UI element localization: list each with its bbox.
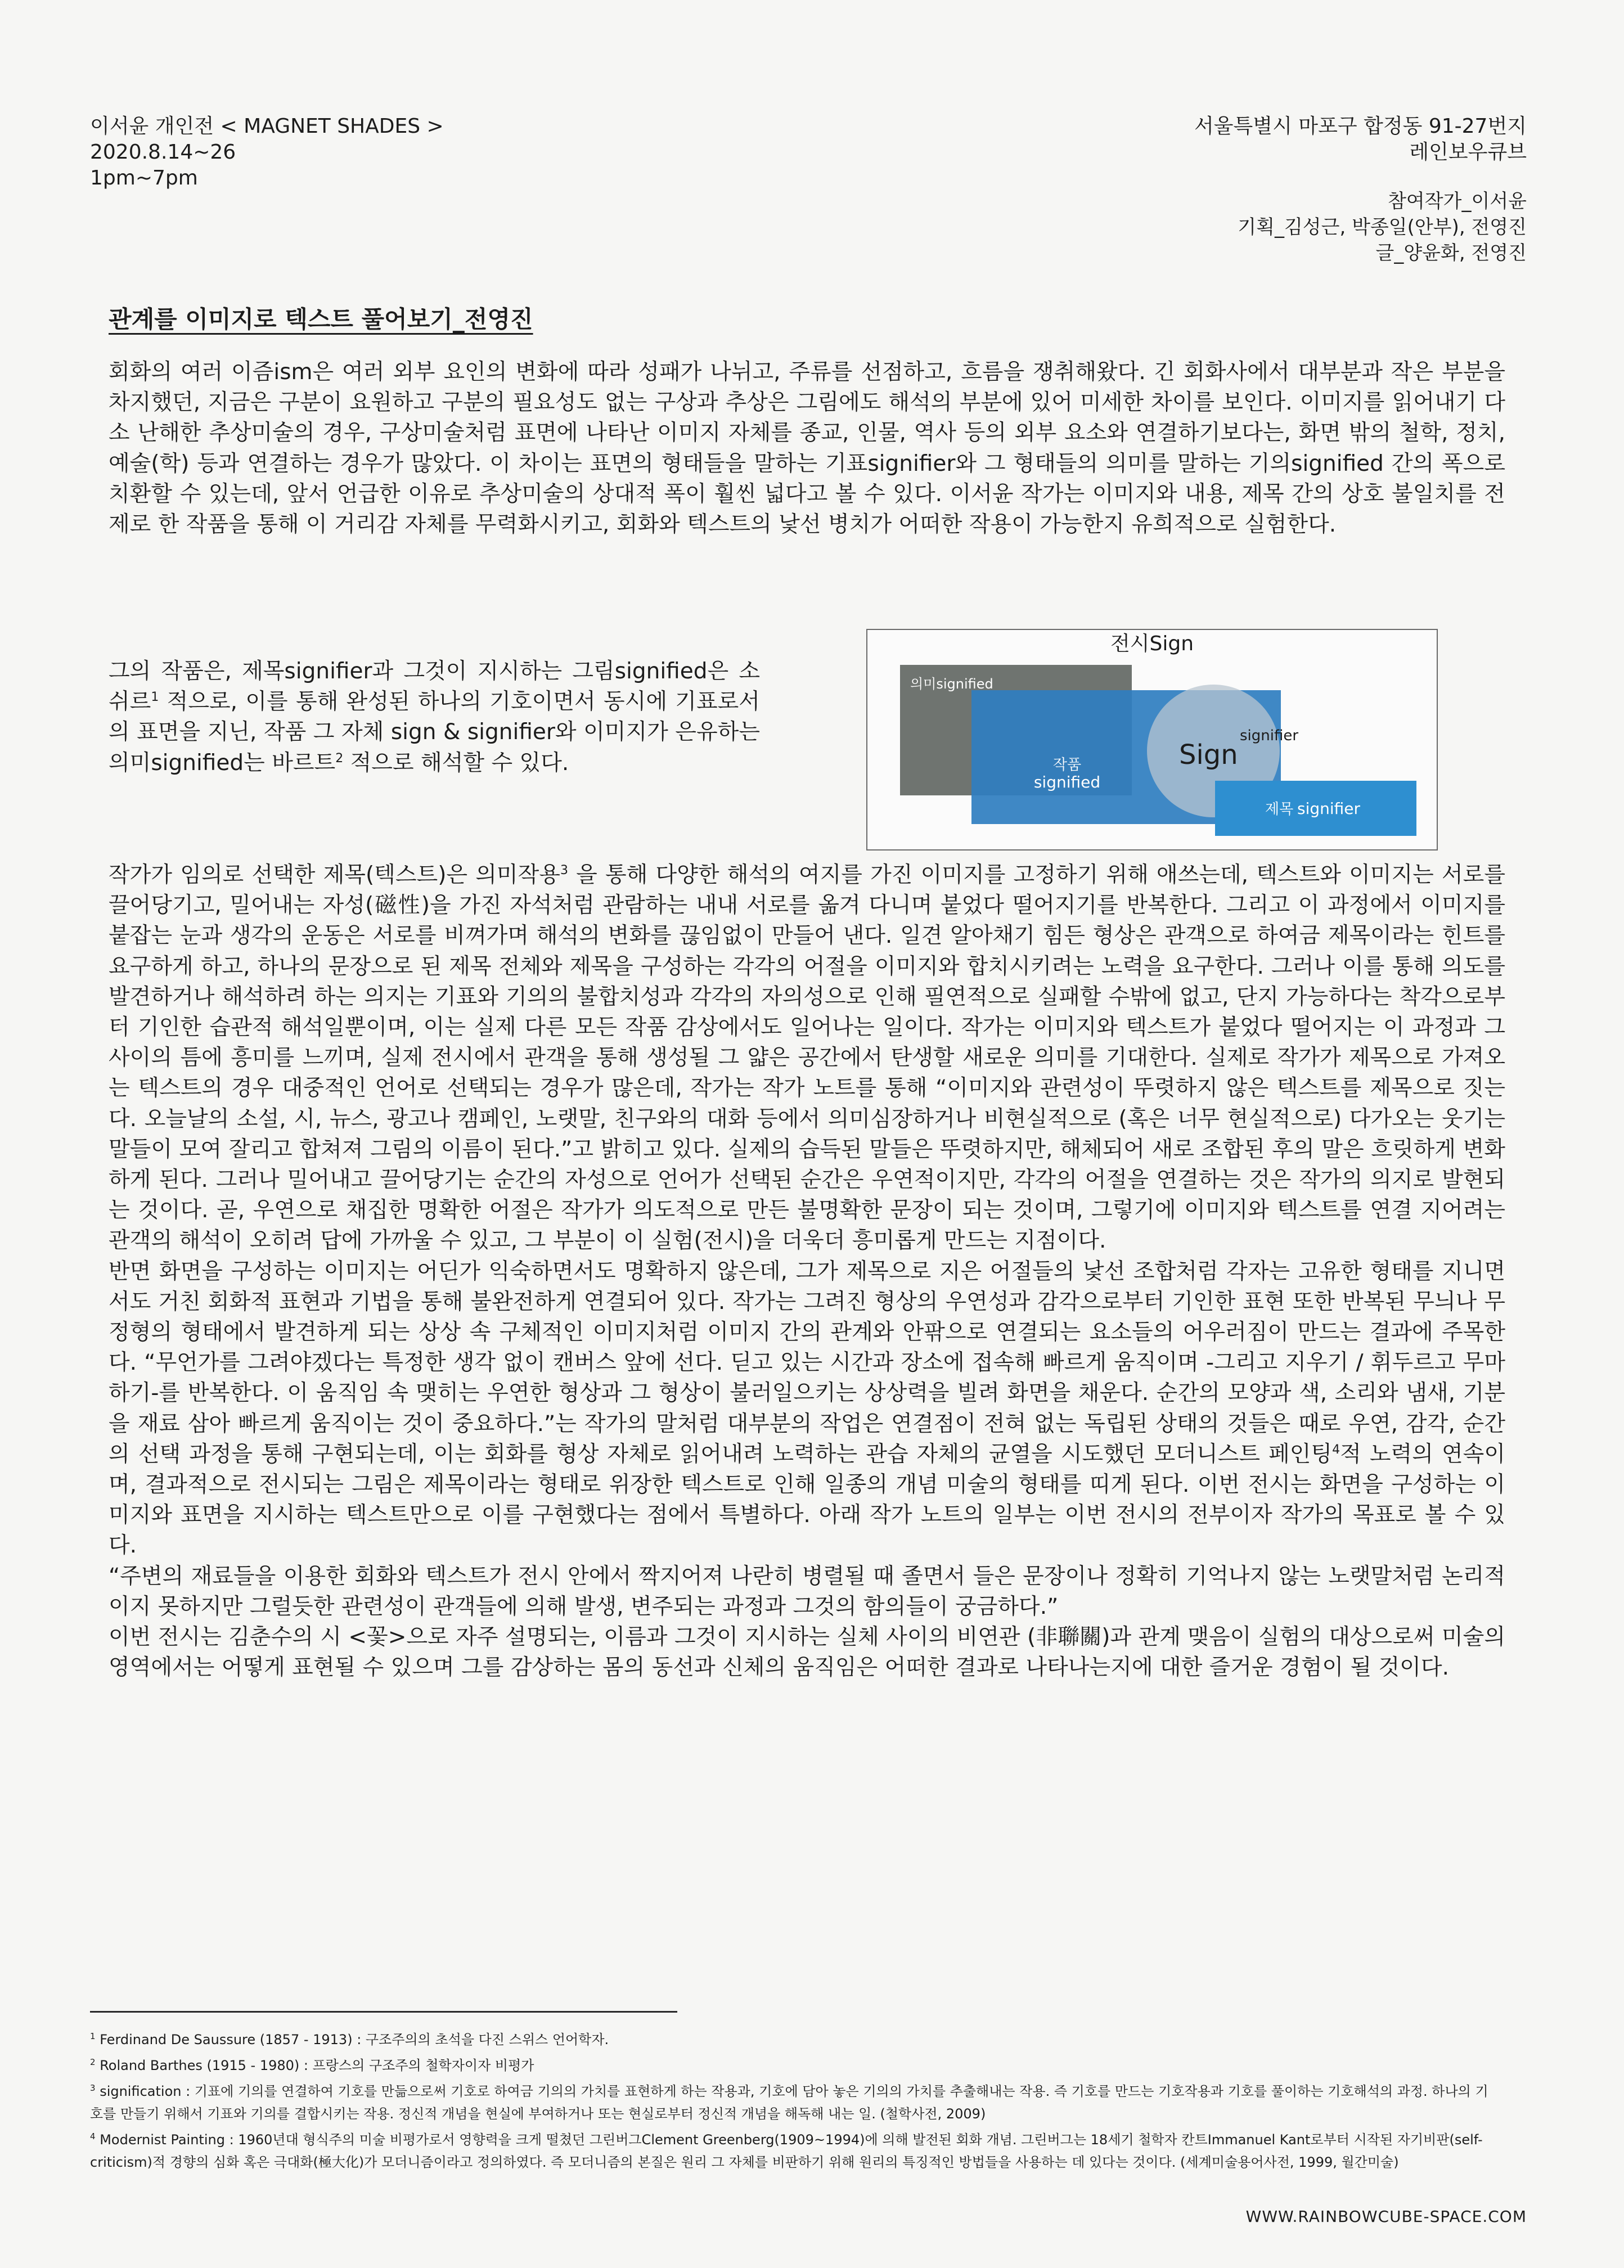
footnote-text: signification : 기표에 기의를 연결하여 기호를 만듦으로써 기호로 하여금 기의의 가치를 표현하게 하는 작용과, 기호에 담아 놓은 기의의 가치를 추출해내는 작용. 즉 기호를 만드는 기호작용과 기호를 풀이하는 기호해석의 과정. 하나의 기호를 만들기 위해서 기표와 기의를 결합시키는 작용. 정신적 개념을 현실에 부여하거나 또는 현실로부터 정신적 개념을 해독해 내는 일. (철학사전, 2009) [90, 2084, 1488, 2122]
credits [1238, 188, 1527, 266]
website-url: WWW.RAINBOWCUBE-SPACE.COM [1245, 2207, 1527, 2226]
footnote-ref-4: 4 [1332, 1442, 1340, 1457]
footnote-ref-3: 3 [560, 863, 568, 878]
footnote-mark: 1 [90, 2031, 96, 2041]
exhibition-info [90, 114, 444, 191]
title-label-en: signifier [1297, 799, 1361, 818]
title-label-ko: 제목 [1265, 801, 1294, 818]
essay-body [109, 860, 1505, 1683]
paragraph-4-text-b: 적 노력의 연속이며, 결과적으로 전시되는 그림은 제목이라는 형태로 위장한 텍스트로 인해 일종의 개념 미술의 형태를 띠게 된다. 이번 전시는 화면을 구성하는 이미지와 표면을 지시하는 텍스트만으로 이를 구현했다는 점에서 특별하다. 아래 작가 노트의 일부는 이번 전시의 전부이자 작가의 목표로 볼 수 있다. [109, 1441, 1506, 1559]
sign-label: Sign [1179, 739, 1238, 771]
essay-title: 관계를 이미지로 텍스트 풀어보기_전영진 [109, 305, 533, 333]
footnote-mark: 4 [90, 2131, 96, 2141]
paragraph-3-text-a: 작가가 임의로 선택한 제목(텍스트)은 의미작용 [109, 862, 560, 888]
sign-diagram [866, 629, 1438, 850]
venue-name: 레인보우큐브 [1409, 141, 1527, 164]
paragraph-2-text-a: 그의 작품은, 제목signifier과 그것이 지시하는 그림signified은 소쉬르 [109, 659, 760, 715]
footnote-1 [90, 2025, 1496, 2051]
work-label-en: signified [1033, 773, 1101, 791]
footnote-text: Roland Barthes (1915 - 1980) : 프랑스의 구조주의 철학자이자 비평가 [100, 2058, 534, 2073]
footnote-text: Modernist Painting : 1960년대 형식주의 미술 비평가로서 영향력을 크게 떨쳤던 그린버그Clement Greenberg(1909~1994)에 의해 발전된 회화 개념. 그린버그는 18세기 철학자 칸트Immanuel Kant로부터 시작된 자기비판(self-criticism)적 경향의 심화 혹은 극대화(極大化)가 모더니즘이라고 정의하였다. 즉 모더니즘의 본질은 원리 그 자체를 비판하기 위해 원리의 특징적인 방법들을 사용하는 데 있다는 것이다. (세계미술용어사전, 1999, 월간미술) [90, 2132, 1483, 2170]
footnote-divider [90, 2011, 677, 2013]
exhibition-dates: 2020.8.14~26 [90, 141, 236, 164]
footnote-2 [90, 2051, 1496, 2077]
exhibition-title: 이서윤 개인전 < MAGNET SHADES > [90, 115, 444, 138]
paragraph-2-text-c: 적으로 해석할 수 있다. [343, 750, 569, 776]
credit-text: 글_양윤화, 전영진 [1375, 242, 1527, 264]
footnote-mark: 2 [90, 2057, 96, 2067]
footnote-3 [90, 2077, 1496, 2125]
venue-info [1194, 114, 1527, 165]
essay-paragraph-4 [109, 1257, 1505, 1562]
footnotes [90, 2025, 1496, 2174]
paragraph-2-text-b: 적으로, 이를 통해 완성된 하나의 기호이면서 동시에 기표로서의 표면을 지닌, 작품 그 자체 sign & signifier와 이미지가 은유하는 의미signified는 바르트 [109, 689, 760, 776]
essay-paragraph-2 [109, 656, 760, 778]
sign-diagram-graphic [867, 630, 1437, 849]
work-label-ko: 작품 [1052, 757, 1082, 773]
paragraph-3-text-b: 을 통해 다양한 해석의 여지를 가진 이미지를 고정하기 위해 애쓰는데, 텍스트와 이미지는 서로를 끌어당기고, 밀어내는 자성(磁性)을 가진 자석처럼 관람하는 내내 서로를 옮겨 다니며 붙었다 떨어지기를 반복한다. 그리고 이 과정에서 이미지를 붙잡는 눈과 생각의 운동은 서로를 비껴가며 해석의 변화를 끊임없이 만들어 낸다. 일견 알아채기 힘든 형상은 관객으로 하여금 제목이라는 힌트를 요구하게 하고, 하나의 문장으로 된 제목 전체와 제목을 구성하는 각각의 어절을 이미지와 합치시키려는 노력을 요구한다. 그러나 이를 통해 의도를 발견하거나 해석하려 하는 의지는 기표와 기의의 불합치성과 각각의 자의성으로 인해 필연적으로 실패할 수밖에 없고, 단지 가능하다는 착각으로부터 기인한 습관적 해석일뿐이며, 이는 실제 다른 모든 작품 감상에서도 일어나는 일이다. 작가는 이미지와 텍스트가 붙었다 떨어지는 이 과정과 그 사이의 틈에 흥미를 느끼며, 실제 전시에서 관객을 통해 생성될 그 얇은 공간에서 탄생할 새로운 의미를 기대한다. 실제로 작가가 제목으로 가져오는 텍스트의 경우 대중적인 언어로 선택되는 경우가 많은데, 작가는 작가 노트를 통해 “이미지와 관련성이 뚜렷하지 않은 텍스트를 제목으로 짓는다. 오늘날의 소설, 시, 뉴스, 광고나 캠페인, 노랫말, 친구와의 대화 등에서 의미심장하거나 비현실적으로 (혹은 너무 현실적으로) 다가오는 웃기는 말들이 모여 잘리고 합쳐져 그림의 이름이 된다.”고 밝히고 있다. 실제의 습득된 말들은 뚜렷하지만, 해체되어 새로 조합된 후의 말은 흐릿하게 변화하게 된다. 그러나 밀어내고 끌어당기는 순간의 자성으로 언어가 선택된 순간은 우연적이지만, 각각의 어절을 연결하는 것은 작가의 의지로 발현되는 것이다. 곧, 우연으로 채집한 명확한 어절은 작가가 의도적으로 만든 불명확한 문장이 되는 것이며, 그렇기에 이미지와 텍스트를 연결 지어려는 관객의 해석이 오히려 답에 가까울 수 있고, 그 부분이 이 실험(전시)을 더욱더 흥미롭게 만드는 지점이다. [109, 862, 1505, 1254]
footnote-ref-1: 1 [151, 690, 159, 705]
essay-paragraph-5: “주변의 재료들을 이용한 회화와 텍스트가 전시 안에서 짝지어져 나란히 병렬될 때 졸면서 들은 문장이나 정확히 기억나지 않는 노랫말처럼 논리적이지 못하지만 그럴듯한 관련성이 관객들에 의해 발생, 변주되는 과정과 그것의 함의들이 궁금하다.” [109, 1563, 1505, 1619]
footnote-ref-2: 2 [335, 751, 344, 766]
credit-planning: 기획_김성근, 박종일(안부), 전영진 [1238, 216, 1527, 238]
signifier-label: signifier [1240, 727, 1299, 744]
footnote-text: Ferdinand De Saussure (1857 - 1913) : 구조주의의 초석을 다진 스위스 언어학자. [100, 2032, 609, 2048]
essay-paragraph-3 [109, 860, 1505, 1257]
essay-paragraph-6: 이번 전시는 김춘수의 시 <꽃>으로 자주 설명되는, 이름과 그것이 지시하는 실체 사이의 비연관 (非聯關)과 관계 맺음이 실험의 대상으로써 미술의 영역에서는 어떻게 표현될 수 있으며 그를 감상하는 몸의 동선과 신체의 움직임은 어떠한 결과로 나타나는지에 대한 즐거운 경험이 될 것이다. [109, 1624, 1505, 1681]
exhibition-hours: 1pm~7pm [90, 166, 198, 190]
venue-address: 서울특별시 마포구 합정동 91-27번지 [1194, 115, 1527, 138]
credit-artist: 참여작가_이서윤 [1388, 190, 1527, 213]
meaning-label: 의미signified [910, 676, 993, 692]
footnote-mark: 3 [90, 2083, 96, 2093]
footnote-4 [90, 2125, 1496, 2174]
diagram-title: 전시Sign [1110, 632, 1194, 655]
essay-paragraph-1: 회화의 여러 이즘ism은 여러 외부 요인의 변화에 따라 성패가 나뉘고, 주류를 선점하고, 흐름을 쟁취해왔다. 긴 회화사에서 대부분과 작은 부분을 차지했던, 지금은 구분이 요원하고 구분의 필요성도 없는 구상과 추상은 그림에도 해석의 부분에 있어 미세한 차이를 보인다. 이미지를 읽어내기 다소 난해한 추상미술의 경우, 구상미술처럼 표면에 나타난 이미지 자체를 종교, 인물, 역사 등의 외부 요소와 연결하기보다는, 화면 밖의 철학, 정치, 예술(학) 등과 연결하는 경우가 많았다. 이 차이는 표면의 형태들을 말하는 기표signifier와 그 형태들의 의미를 말하는 기의signified 간의 폭으로 치환할 수 있는데, 앞서 언급한 이유로 추상미술의 상대적 폭이 훨씬 넓다고 볼 수 있다. 이서윤 작가는 이미지와 내용, 제목 간의 상호 불일치를 전제로 한 작품을 통해 이 거리감 자체를 무력화시키고, 회화와 텍스트의 낯선 병치가 어떠한 작용이 가능한지 유희적으로 실험한다. [109, 359, 1505, 538]
paragraph-4-text-a: 반면 화면을 구성하는 이미지는 어딘가 익숙하면서도 명확하지 않은데, 그가 제목으로 지은 어절들의 낯선 조합처럼 각자는 고유한 형태를 지니면서도 거친 회화적 표현과 기법을 통해 불완전하게 연결되어 있다. 작가는 그려진 형상의 우연성과 감각으로부터 기인한 표현 또한 반복된 무늬나 무정형의 형태에서 발견하게 되는 상상 속 구체적인 이미지처럼 이미지 간의 관계와 안팎으로 연결되는 요소들의 어우러짐이 만드는 결과에 주목한다. “무언가를 그려야겠다는 특정한 생각 없이 캔버스 앞에 선다. 딛고 있는 시간과 장소에 접속해 빠르게 움직이며 -그리고 지우기 / 휘두르고 무마하기-를 반복한다. 이 움직임 속 맺히는 우연한 형상과 그 형상이 불러일으키는 상상력을 빌려 화면을 채운다. 순간의 모양과 색, 소리와 냄새, 기분을 재료 삼아 빠르게 움직이는 것이 중요하다.”는 작가의 말처럼 대부분의 작업은 연결점이 전혀 없는 독립된 상태의 것들은 때로 우연, 감각, 순간의 선택 과정을 통해 구현되는데, 이는 회화를 형상 자체로 읽어내려 노력하는 관습 자체의 균열을 시도했던 모더니스트 페인팅 [109, 1258, 1506, 1467]
